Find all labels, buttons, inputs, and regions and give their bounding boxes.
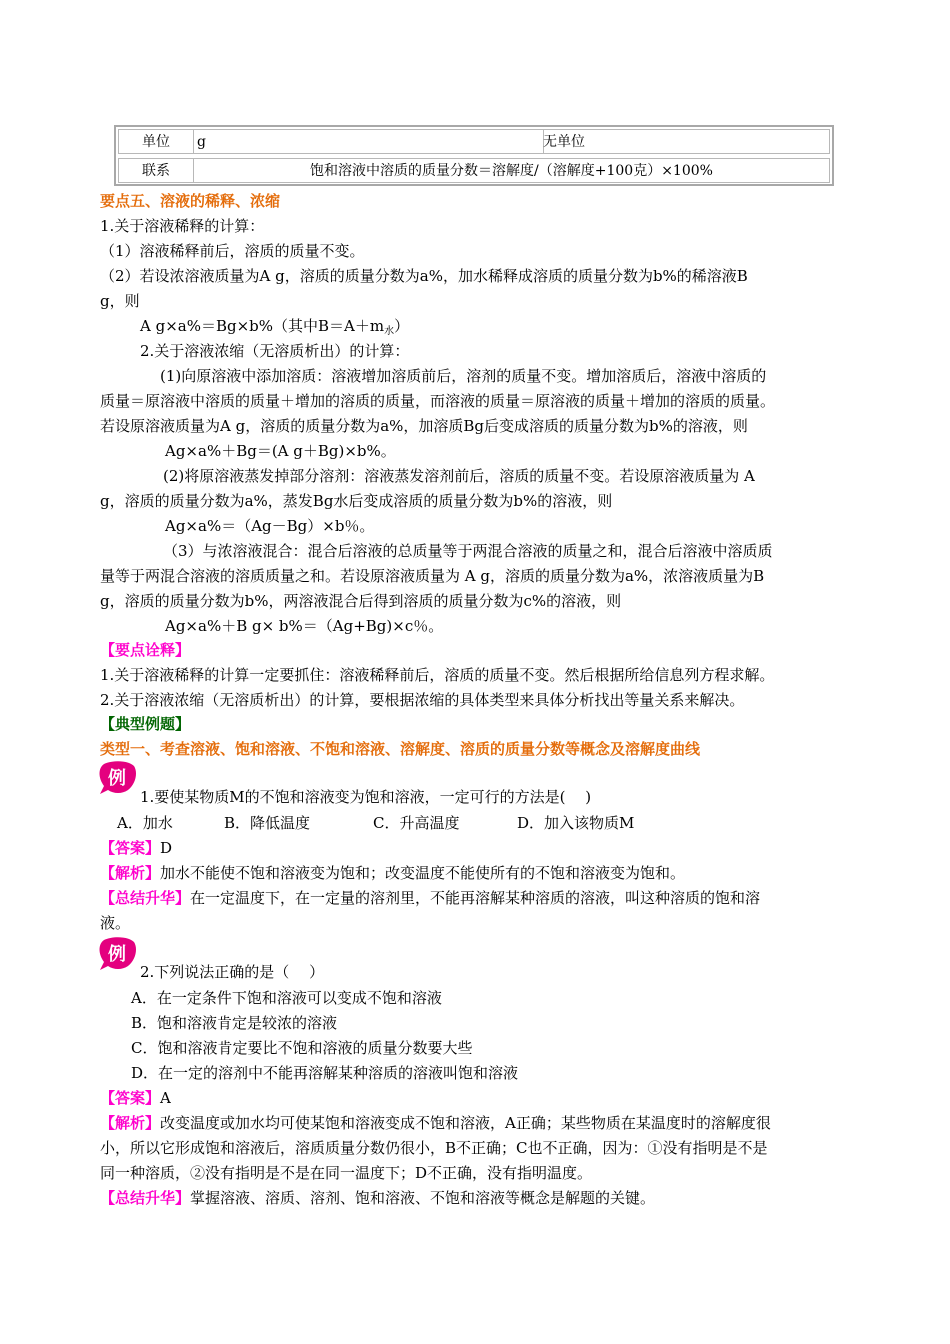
section-title: 要点五、溶液的稀释、浓缩: [100, 192, 281, 210]
analysis-tag: 【解析】: [100, 864, 161, 882]
paragraph: g，溶质的质量分数为b%，两溶液混合后得到溶质的质量分数为c%的溶液，则: [100, 592, 622, 610]
option-a: A．加水: [117, 814, 173, 832]
badge-char: 例: [108, 944, 126, 965]
badge-char: 例: [108, 768, 126, 789]
paragraph: 质量＝原溶液中溶质的质量＋增加的溶质的质量，而溶液的质量＝原溶液的质量＋增加的溶质的质量。: [100, 392, 776, 410]
analysis-text: 改变温度或加水均可使某饱和溶液变成不饱和溶液，A正确；某些物质在某温度时的溶解度很: [160, 1114, 771, 1132]
question-stem: 2.下列说法正确的是（ ）: [140, 963, 325, 981]
paragraph: 2.关于溶液浓缩（无溶质析出）的计算，要根据浓缩的具体类型来具体分析找出等量关系来解决。: [100, 691, 745, 709]
table-row-relation: [118, 158, 830, 183]
formula-mix: Ag×a%＋B g× b%＝（Ag+Bg)×c％。: [165, 617, 444, 635]
analysis-line: [100, 1111, 771, 1136]
option-c: C．升高温度: [373, 814, 460, 832]
type-heading: 类型一、考查溶液、饱和溶液、不饱和溶液、溶解度、溶质的质量分数等概念及溶解度曲线: [100, 740, 701, 758]
table-cell-label: 单位: [119, 130, 194, 153]
question-stem: 1.要使某物质M的不饱和溶液变为饱和溶液，一定可行的方法是( ): [140, 788, 592, 806]
summary-text: 掌握溶液、溶质、溶剂、饱和溶液、不饱和溶液等概念是解题的关键。: [190, 1189, 656, 1207]
summary-continued: 液。: [100, 914, 131, 932]
table-cell-fraction-unit: 无单位: [543, 134, 585, 150]
option-b: B．降低温度: [224, 814, 311, 832]
formula-evaporate: Ag×a%＝（Ag－Bg）×b％。: [165, 517, 375, 535]
paragraph: (2)将原溶液蒸发掉部分溶剂：溶液蒸发溶剂前后，溶质的质量不变。若设原溶液质量为 A: [163, 467, 755, 485]
summary-tag: 【总结升华】: [100, 889, 191, 907]
example-badge-icon: [98, 760, 138, 796]
answer-tag: 【答案】: [100, 1089, 161, 1107]
table-cell-label: 联系: [119, 159, 194, 182]
paragraph: 1.关于溶液稀释的计算一定要抓住：溶液稀释前后，溶质的质量不变。然后根据所给信息列方程求解。: [100, 666, 775, 684]
paragraph: g，则: [100, 292, 140, 310]
paragraph: （2）若设浓溶液质量为A g，溶质的质量分数为a%，加水稀释成溶质的质量分数为b%的稀溶液B: [100, 267, 748, 285]
table-row-unit: [118, 129, 830, 154]
paragraph: (1)向原溶液中添加溶质：溶液增加溶质前后，溶剂的质量不变。增加溶质后，溶液中溶质的: [160, 367, 767, 385]
option-a: A．在一定条件下饱和溶液可以变成不饱和溶液: [131, 989, 442, 1007]
concentration-heading: 2.关于溶液浓缩（无溶质析出）的计算：: [140, 342, 410, 360]
option-c: C．饱和溶液肯定要比不饱和溶液的质量分数要大些: [131, 1039, 473, 1057]
answer-tag: 【答案】: [100, 839, 161, 857]
paragraph: 量等于两混合溶液的溶质质量之和。若设原溶液质量为 A g，溶质的质量分数为a%，浓溶液质量为B: [100, 567, 765, 585]
summary-line: [100, 886, 760, 911]
formula-subscript: 水: [384, 326, 395, 337]
answer-value: A: [160, 1089, 171, 1107]
table-cell-relation: 饱和溶液中溶质的质量分数＝溶解度/（溶解度+100克）×100%: [310, 163, 713, 179]
paragraph: （3）与浓溶液混合：混合后溶液的总质量等于两混合溶液的质量之和，混合后溶液中溶质质: [163, 542, 773, 560]
analysis-line: [100, 861, 685, 886]
formula-dilution: [140, 314, 409, 339]
analysis-continued: 同一种溶质，②没有指明是不是在同一温度下；D不正确，没有指明温度。: [100, 1164, 593, 1182]
answer-value: D: [160, 839, 173, 857]
table-cell-solubility-unit: g: [194, 130, 544, 153]
analysis-tag: 【解析】: [100, 1114, 161, 1132]
formula-add-solute: Ag×a%＋Bg＝(A g＋Bg)×b%。: [165, 442, 396, 460]
analysis-continued: 小，所以它形成饱和溶液后，溶质质量分数仍很小，B不正确；C也不正确，因为：①没有指明是不是: [100, 1139, 768, 1157]
option-d: D．加入该物质M: [517, 814, 635, 832]
option-d: D．在一定的溶剂中不能再溶解某种溶质的溶液叫饱和溶液: [131, 1064, 519, 1082]
answer-line: [100, 836, 172, 861]
formula-end: ）: [394, 317, 410, 335]
answer-line: [100, 1086, 171, 1111]
summary-line: [100, 1186, 655, 1211]
dilution-heading: 1.关于溶液稀释的计算：: [100, 217, 265, 235]
paragraph: g，溶质的质量分数为a%，蒸发Bg水后变成溶质的质量分数为b%的溶液，则: [100, 492, 613, 510]
examples-heading: 【典型例题】: [100, 715, 191, 733]
example-badge-icon: [98, 936, 138, 972]
comparison-table: [114, 125, 834, 186]
option-b: B．饱和溶液肯定是较浓的溶液: [131, 1014, 338, 1032]
paragraph: 若设原溶液质量为A g，溶质的质量分数为a%，加溶质Bg后变成溶质的质量分数为b%的溶液，则: [100, 417, 748, 435]
formula-main: A g×a%＝Bg×b%（其中B＝A＋m: [140, 317, 385, 335]
summary-text: 在一定温度下，在一定量的溶剂里，不能再溶解某种溶质的溶液，叫这种溶质的饱和溶: [190, 889, 761, 907]
summary-tag: 【总结升华】: [100, 1189, 191, 1207]
explanation-heading: 【要点诠释】: [100, 641, 191, 659]
paragraph: （1）溶液稀释前后，溶质的质量不变。: [100, 242, 365, 260]
analysis-text: 加水不能使不饱和溶液变为饱和；改变温度不能使所有的不饱和溶液变为饱和。: [160, 864, 686, 882]
